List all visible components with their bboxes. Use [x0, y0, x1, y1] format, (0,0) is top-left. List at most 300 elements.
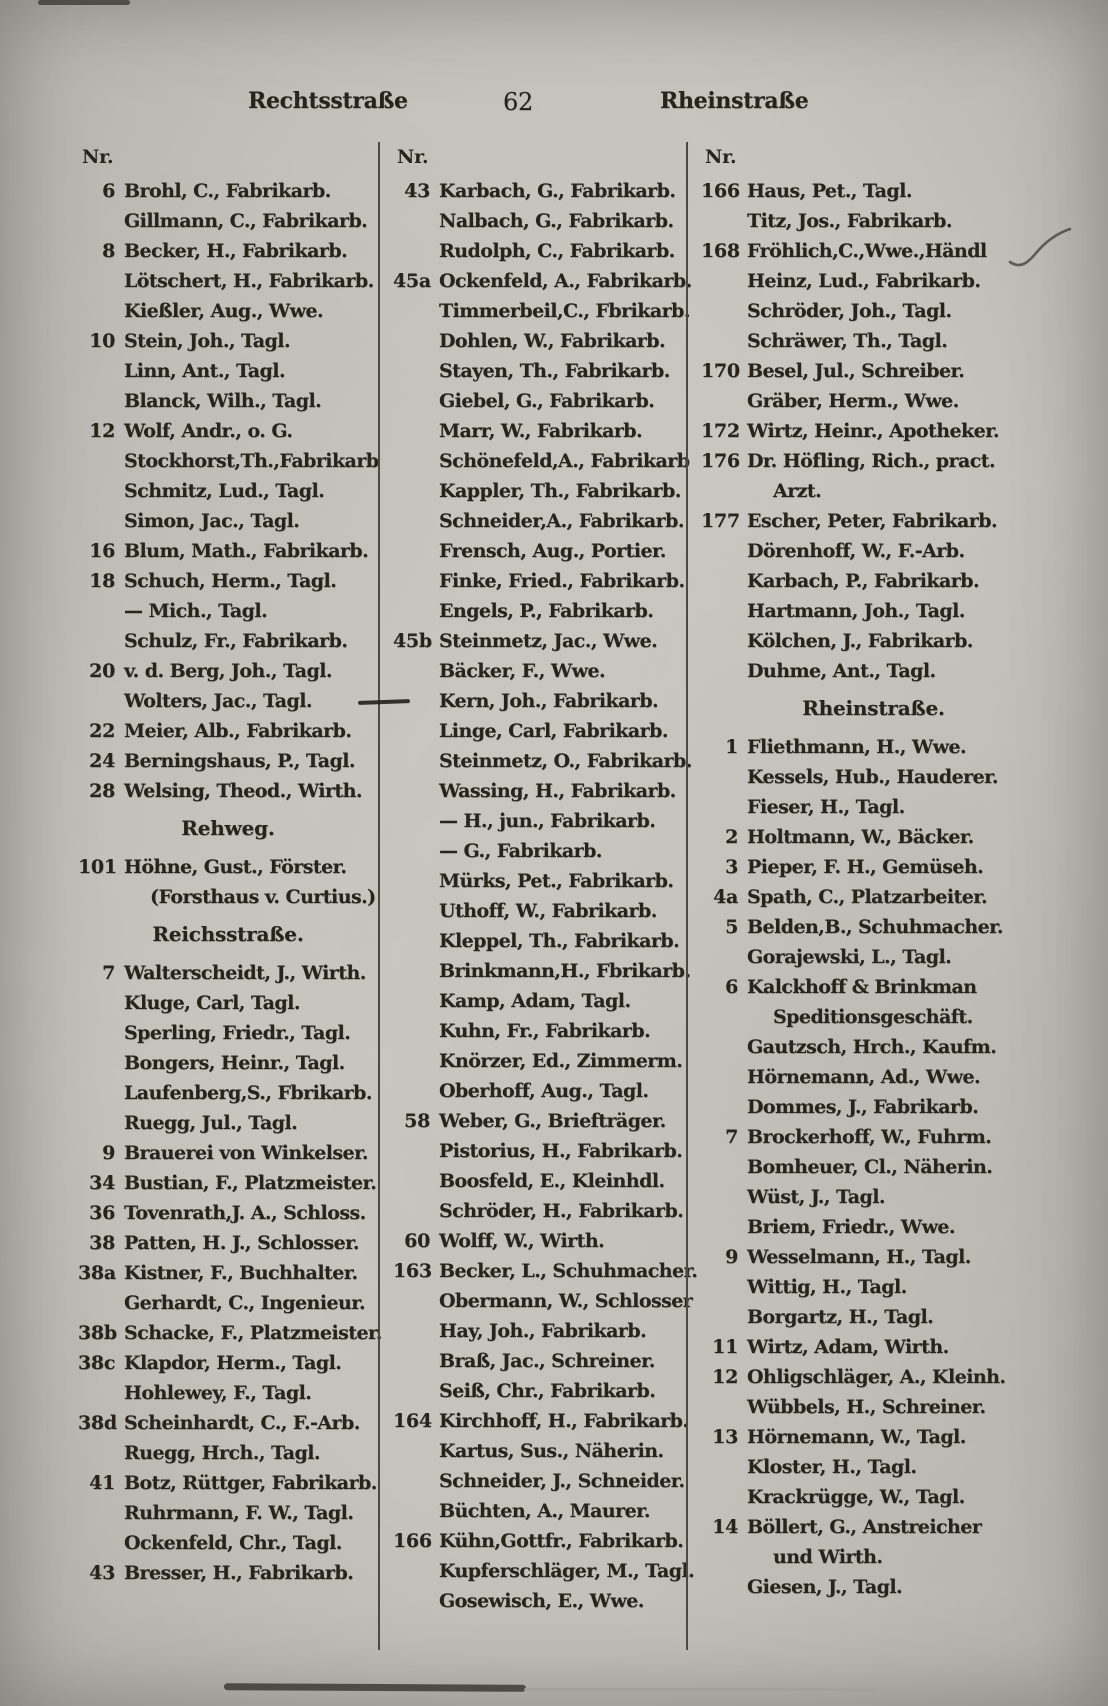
- entry-text: Simon, Jac., Tagl.: [124, 510, 300, 532]
- directory-entry: [701, 1122, 1046, 1152]
- directory-entry: [78, 882, 378, 912]
- entry-text: Kleppel, Th., Fabrikarb.: [439, 930, 680, 952]
- entry-text: Hartmann, Joh., Tagl.: [747, 600, 965, 622]
- directory-entry: [78, 566, 378, 596]
- house-number: [393, 1016, 439, 1046]
- entry-text: Engels, P., Fabrikarb.: [439, 600, 654, 622]
- house-number: [393, 806, 439, 836]
- house-number: 38c: [78, 1352, 116, 1374]
- directory-entry: [701, 1422, 1046, 1452]
- directory-entry: [701, 1572, 1046, 1602]
- directory-entry: [701, 1452, 1046, 1482]
- house-number: [701, 1002, 747, 1032]
- directory-entry: [78, 356, 378, 386]
- entry-text: Dr. Höfling, Rich., pract.: [747, 450, 996, 472]
- entry-text: Braß, Jac., Schreiner.: [439, 1350, 655, 1372]
- house-number: [78, 386, 124, 416]
- directory-entry: [393, 806, 686, 836]
- entry-text: Becker, H., Fabrikarb.: [124, 240, 348, 262]
- entry-text: Finke, Fried., Fabrikarb.: [439, 570, 685, 592]
- nr-column-label: Nr.: [705, 146, 737, 168]
- entry-text: Linn, Ant., Tagl.: [124, 360, 286, 382]
- entry-text: Giebel, G., Fabrikarb.: [439, 390, 655, 412]
- house-number: [393, 956, 439, 986]
- entry-text: Obermann, W., Schlosser: [439, 1290, 693, 1312]
- house-number: [701, 1212, 747, 1242]
- entry-text: Arzt.: [773, 480, 822, 502]
- street-section-heading: Rheinstraße.: [802, 696, 945, 720]
- house-number: 176: [701, 450, 740, 472]
- entry-text: Wassing, H., Fabrikarb.: [439, 780, 676, 802]
- entry-text: Schneider, J., Schneider.: [439, 1470, 685, 1492]
- house-number: [393, 386, 439, 416]
- directory-entry: [78, 1198, 378, 1228]
- entry-text: Welsing, Theod., Wirth.: [124, 780, 362, 802]
- entry-text: Escher, Peter, Fabrikarb.: [747, 510, 998, 532]
- directory-entry: [78, 206, 378, 236]
- entry-text: Brockerhoff, W., Fuhrm.: [747, 1126, 992, 1148]
- entry-text: Kalckhoff & Brinkman: [747, 976, 977, 998]
- house-number: [701, 266, 747, 296]
- house-number: [701, 206, 747, 236]
- entry-text: Kühn,Gottfr., Fabrikarb.: [439, 1530, 684, 1552]
- house-number: 10: [89, 330, 115, 352]
- entry-text: Schneider,A., Fabrikarb.: [439, 510, 684, 532]
- directory-entry: [393, 1376, 686, 1406]
- entry-text: Büchten, A., Maurer.: [439, 1500, 650, 1522]
- house-number: [393, 746, 439, 776]
- house-number: [78, 882, 124, 912]
- house-number: [78, 296, 124, 326]
- house-number: [701, 1302, 747, 1332]
- house-number: [701, 656, 747, 686]
- house-number: [701, 1092, 747, 1122]
- page-number: 62: [503, 88, 533, 116]
- house-number: 43: [89, 1562, 115, 1584]
- house-number: [393, 926, 439, 956]
- entry-text: Böllert, G., Anstreicher: [747, 1516, 982, 1538]
- house-number: 45a: [393, 270, 431, 292]
- directory-entry: [78, 476, 378, 506]
- entry-text: Bongers, Heinr., Tagl.: [124, 1052, 345, 1074]
- house-number: 13: [712, 1426, 738, 1448]
- house-number: [393, 1196, 439, 1226]
- entry-text: — H., jun., Fabrikarb.: [439, 810, 656, 832]
- entry-text: Klapdor, Herm., Tagl.: [124, 1352, 342, 1374]
- entry-text: Schmitz, Lud., Tagl.: [124, 480, 325, 502]
- entry-text: Fliethmann, H., Wwe.: [747, 736, 967, 758]
- entry-text: — Mich., Tagl.: [124, 600, 268, 622]
- directory-entry: [393, 326, 686, 356]
- entry-text: Duhme, Ant., Tagl.: [747, 660, 936, 682]
- house-number: [78, 446, 124, 476]
- entry-text: Bresser, H., Fabrikarb.: [124, 1562, 354, 1584]
- house-number: [701, 792, 747, 822]
- directory-entry: [701, 762, 1046, 792]
- entry-text: Dommes, J., Fabrikarb.: [747, 1096, 979, 1118]
- entry-text: Wirtz, Adam, Wirth.: [747, 1336, 949, 1358]
- directory-entry: [78, 1408, 378, 1438]
- house-number: [78, 266, 124, 296]
- house-number: [78, 686, 124, 716]
- directory-entry: [393, 536, 686, 566]
- directory-entry: [393, 476, 686, 506]
- house-number: [78, 1108, 124, 1138]
- entry-text: Schröder, Joh., Tagl.: [747, 300, 952, 322]
- directory-entry: [701, 882, 1046, 912]
- entry-text: Scheinhardt, C., F.-Arb.: [124, 1412, 360, 1434]
- directory-entry: [393, 866, 686, 896]
- entry-text: Karbach, G., Fabrikarb.: [439, 180, 676, 202]
- directory-entry: [393, 986, 686, 1016]
- directory-entry: [701, 536, 1046, 566]
- house-number: 6: [102, 180, 115, 202]
- entry-text: Hay, Joh., Fabrikarb.: [439, 1320, 647, 1342]
- entry-text: Wolters, Jac., Tagl.: [124, 690, 312, 712]
- entry-text: Tovenrath,J. A., Schloss.: [124, 1202, 366, 1224]
- directory-entry: [701, 1242, 1046, 1272]
- house-number: 38b: [78, 1322, 117, 1344]
- entry-text: Schuch, Herm., Tagl.: [124, 570, 337, 592]
- house-number: [393, 416, 439, 446]
- entry-text: Wittig, H., Tagl.: [747, 1276, 907, 1298]
- directory-entry: [78, 776, 378, 806]
- directory-entry: [78, 1108, 378, 1138]
- entry-text: Holtmann, W., Bäcker.: [747, 826, 974, 848]
- entry-text: Bustian, F., Platzmeister.: [124, 1172, 377, 1194]
- house-number: [701, 296, 747, 326]
- directory-entry: [393, 1286, 693, 1316]
- house-number: [701, 596, 747, 626]
- house-number: [78, 1018, 124, 1048]
- house-number: [78, 1048, 124, 1078]
- directory-entry: [78, 446, 378, 476]
- directory-entry: [393, 1076, 686, 1106]
- house-number: [393, 566, 439, 596]
- house-number: [393, 1136, 439, 1166]
- house-number: 177: [701, 510, 740, 532]
- house-number: 22: [89, 720, 115, 742]
- house-number: [393, 1436, 439, 1466]
- entry-text: Kloster, H., Tagl.: [747, 1456, 917, 1478]
- house-number: [393, 506, 439, 536]
- entry-text: Oberhoff, Aug., Tagl.: [439, 1080, 649, 1102]
- entry-text: Kuhn, Fr., Fabrikarb.: [439, 1020, 651, 1042]
- house-number: [78, 988, 124, 1018]
- house-number: [78, 206, 124, 236]
- directory-entry: [78, 596, 378, 626]
- directory-entry: [701, 1062, 1046, 1092]
- house-number: 16: [89, 540, 115, 562]
- house-number: [393, 1316, 439, 1346]
- house-number: 20: [89, 660, 115, 682]
- directory-column-1: [78, 142, 382, 1650]
- house-number: [393, 776, 439, 806]
- house-number: [393, 296, 439, 326]
- directory-entry: [701, 792, 1046, 822]
- directory-entry: [78, 746, 378, 776]
- directory-entry: [393, 1406, 689, 1436]
- scan-artifact-top: [38, 0, 130, 5]
- directory-entry: [78, 1078, 378, 1108]
- house-number: [393, 1496, 439, 1526]
- house-number: 172: [701, 420, 740, 442]
- house-number: [393, 1286, 439, 1316]
- directory-entry: [393, 1106, 686, 1136]
- entry-text: Sperling, Friedr., Tagl.: [124, 1022, 351, 1044]
- entry-text: Blanck, Wilh., Tagl.: [124, 390, 322, 412]
- house-number: [78, 1498, 124, 1528]
- entry-text: und Wirth.: [773, 1546, 883, 1568]
- directory-entry: [78, 1018, 378, 1048]
- entry-text: Kölchen, J., Fabrikarb.: [747, 630, 973, 652]
- house-number: [701, 1482, 747, 1512]
- directory-entry: [393, 356, 686, 386]
- entry-text: Wirtz, Heinr., Apotheker.: [747, 420, 999, 442]
- house-number: [701, 1182, 747, 1212]
- directory-entry: [393, 956, 691, 986]
- house-number: [393, 656, 439, 686]
- house-number: [393, 326, 439, 356]
- house-number: [78, 476, 124, 506]
- directory-entry: [78, 1288, 378, 1318]
- entry-text: Ruegg, Hrch., Tagl.: [124, 1442, 320, 1464]
- entry-text: Berningshaus, P., Tagl.: [124, 750, 355, 772]
- directory-entry: [393, 716, 686, 746]
- entry-text: Brohl, C., Fabrikarb.: [124, 180, 331, 202]
- house-number: [701, 1452, 747, 1482]
- entry-text: Weber, G., Briefträger.: [439, 1110, 666, 1132]
- house-number: [701, 942, 747, 972]
- directory-entry: [701, 972, 1046, 1002]
- entry-text: Gräber, Herm., Wwe.: [747, 390, 959, 412]
- directory-entry: [78, 626, 378, 656]
- house-number: 101: [78, 856, 117, 878]
- directory-entry: [701, 1002, 1046, 1032]
- directory-entry: [701, 1092, 1046, 1122]
- directory-entry: [393, 386, 686, 416]
- directory-entry: [78, 296, 378, 326]
- entry-text: Stockhorst,Th.,Fabrikarb: [124, 450, 379, 472]
- house-number: 7: [102, 962, 115, 984]
- entry-text: Marr, W., Fabrikarb.: [439, 420, 643, 442]
- house-number: [701, 1392, 747, 1422]
- directory-columns: [78, 142, 1046, 1650]
- directory-entry: [393, 1316, 686, 1346]
- house-number: [393, 866, 439, 896]
- directory-entry: [78, 1438, 378, 1468]
- house-number: [701, 626, 747, 656]
- directory-entry: [393, 1496, 686, 1526]
- entry-text: Hörnemann, W., Tagl.: [747, 1426, 966, 1448]
- house-number: [701, 1572, 747, 1602]
- entry-text: Ruegg, Jul., Tagl.: [124, 1112, 298, 1134]
- entry-text: Dörenhoff, W., F.-Arb.: [747, 540, 965, 562]
- entry-text: Schacke, F., Platzmeister.: [124, 1322, 382, 1344]
- entry-text: Ockenfeld, Chr., Tagl.: [124, 1532, 342, 1554]
- entry-text: Laufenberg,S., Fbrikarb.: [124, 1082, 372, 1104]
- directory-entry: [701, 506, 1046, 536]
- house-number: [701, 326, 747, 356]
- entry-text: Gautzsch, Hrch., Kaufm.: [747, 1036, 997, 1058]
- entry-text: Krackrügge, W., Tagl.: [747, 1486, 965, 1508]
- directory-entry: [701, 356, 1046, 386]
- directory-entry: [393, 1436, 686, 1466]
- directory-entry: [701, 1302, 1046, 1332]
- entry-text: Becker, L., Schuhmacher.: [439, 1260, 698, 1282]
- directory-entry: [701, 1152, 1046, 1182]
- entry-text: Wolf, Andr., o. G.: [124, 420, 293, 442]
- entry-text: Fieser, H., Tagl.: [747, 796, 905, 818]
- house-number: 164: [393, 1410, 432, 1432]
- entry-text: Knörzer, Ed., Zimmerm.: [439, 1050, 683, 1072]
- directory-entry: [701, 732, 1046, 762]
- house-number: [701, 762, 747, 792]
- directory-entry: [701, 1212, 1046, 1242]
- directory-entry: [701, 236, 1046, 266]
- house-number: 5: [725, 916, 738, 938]
- entry-text: Kartus, Sus., Näherin.: [439, 1440, 664, 1462]
- directory-entry: [78, 1048, 378, 1078]
- directory-entry: [393, 506, 686, 536]
- house-number: 166: [393, 1530, 432, 1552]
- entry-text: Brauerei von Winkelser.: [124, 1142, 368, 1164]
- entry-text: Boosfeld, E., Kleinhdl.: [439, 1170, 665, 1192]
- house-number: 8: [102, 240, 115, 262]
- directory-entry: [701, 206, 1046, 236]
- directory-entry: [701, 1032, 1046, 1062]
- entry-text: (Forsthaus v. Curtius.): [150, 886, 376, 908]
- entry-text: Blum, Math., Fabrikarb.: [124, 540, 369, 562]
- entry-text: Walterscheidt, J., Wirth.: [124, 962, 366, 984]
- house-number: [393, 1556, 439, 1586]
- entry-text: Giesen, J., Tagl.: [747, 1576, 903, 1598]
- house-number: [393, 596, 439, 626]
- entry-text: Ohligschläger, A., Kleinh.: [747, 1366, 1006, 1388]
- directory-entry: [78, 1468, 378, 1498]
- entry-text: Rudolph, C., Fabrikarb.: [439, 240, 675, 262]
- house-number: 168: [701, 240, 740, 262]
- directory-entry: [78, 1258, 378, 1288]
- directory-entry: [701, 942, 1046, 972]
- house-number: 24: [89, 750, 115, 772]
- house-number: [393, 1076, 439, 1106]
- house-number: 12: [712, 1366, 738, 1388]
- directory-entry: [701, 1482, 1046, 1512]
- directory-entry: [393, 1346, 686, 1376]
- directory-entry: [393, 446, 690, 476]
- entry-text: Linge, Carl, Fabrikarb.: [439, 720, 668, 742]
- directory-entry: [701, 296, 1046, 326]
- house-number: 7: [725, 1126, 738, 1148]
- house-number: 1: [725, 736, 738, 758]
- entry-text: Belden,B., Schuhmacher.: [747, 916, 1003, 938]
- directory-entry: [78, 656, 378, 686]
- entry-text: Gosewisch, E., Wwe.: [439, 1590, 644, 1612]
- entry-text: Wesselmann, H., Tagl.: [747, 1246, 971, 1268]
- entry-text: Kirchhoff, H., Fabrikarb.: [439, 1410, 689, 1432]
- house-number: 18: [89, 570, 115, 592]
- entry-text: Titz, Jos., Fabrikarb.: [747, 210, 952, 232]
- directory-entry: [393, 1136, 686, 1166]
- directory-entry: [78, 988, 378, 1018]
- directory-entry: [701, 1362, 1046, 1392]
- entry-text: Kern, Joh., Fabrikarb.: [439, 690, 659, 712]
- entry-text: Schulz, Fr., Fabrikarb.: [124, 630, 348, 652]
- house-number: [393, 206, 439, 236]
- entry-text: Kappler, Th., Fabrikarb.: [439, 480, 681, 502]
- directory-entry: [78, 686, 378, 716]
- entry-text: Pistorius, H., Fabrikarb.: [439, 1140, 683, 1162]
- directory-entry: [78, 1348, 378, 1378]
- house-number: [701, 1542, 747, 1572]
- directory-entry: [393, 746, 692, 776]
- directory-entry: [78, 1528, 378, 1558]
- house-number: 43: [404, 180, 430, 202]
- house-number: 2: [725, 826, 738, 848]
- directory-entry: [393, 1196, 686, 1226]
- entry-text: — G., Fabrikarb.: [439, 840, 602, 862]
- house-number: [393, 1586, 439, 1616]
- house-number: 38a: [78, 1262, 116, 1284]
- house-number: [393, 1466, 439, 1496]
- entry-text: Wübbels, H., Schreiner.: [747, 1396, 986, 1418]
- house-number: [393, 476, 439, 506]
- directory-entry: [78, 1378, 378, 1408]
- entry-text: Briem, Friedr., Wwe.: [747, 1216, 955, 1238]
- house-number: 38d: [78, 1412, 117, 1434]
- entry-text: Timmerbeil,C., Fbrikarb.: [439, 300, 690, 322]
- house-number: [701, 476, 747, 506]
- directory-entry: [78, 1498, 378, 1528]
- entry-text: Meier, Alb., Fabrikarb.: [124, 720, 352, 742]
- directory-entry: [701, 476, 1046, 506]
- entry-text: Hörnemann, Ad., Wwe.: [747, 1066, 981, 1088]
- house-number: [393, 356, 439, 386]
- directory-entry: [701, 822, 1046, 852]
- entry-text: Kupferschläger, M., Tagl.: [439, 1560, 695, 1582]
- entry-text: Dohlen, W., Fabrikarb.: [439, 330, 666, 352]
- directory-entry: [393, 1556, 695, 1586]
- house-number: 41: [89, 1472, 115, 1494]
- house-number: [393, 896, 439, 926]
- directory-entry: [78, 1318, 382, 1348]
- entry-text: Spath, C., Platzarbeiter.: [747, 886, 988, 908]
- directory-entry: [393, 926, 686, 956]
- entry-text: Uthoff, W., Fabrikarb.: [439, 900, 657, 922]
- entry-text: Wüst, J., Tagl.: [747, 1186, 885, 1208]
- house-number: 60: [404, 1230, 430, 1252]
- directory-entry: [393, 266, 692, 296]
- entry-text: Schönefeld,A., Fabrikarb: [439, 450, 690, 472]
- directory-entry: [78, 536, 378, 566]
- house-number: 45b: [393, 630, 432, 652]
- house-number: [393, 1046, 439, 1076]
- entry-text: Schräwer, Th., Tagl.: [747, 330, 948, 352]
- directory-entry: [701, 626, 1046, 656]
- house-number: 28: [89, 780, 115, 802]
- directory-entry: [393, 1526, 686, 1556]
- entry-text: Lötschert, H., Fabrikarb.: [124, 270, 374, 292]
- entry-text: Steinmetz, O., Fabrikarb.: [439, 750, 692, 772]
- directory-entry: [78, 386, 378, 416]
- directory-entry: [78, 958, 378, 988]
- directory-entry: [701, 1272, 1046, 1302]
- entry-text: Mürks, Pet., Fabrikarb.: [439, 870, 674, 892]
- directory-entry: [701, 176, 1046, 206]
- entry-text: Stayen, Th., Fabrikarb.: [439, 360, 670, 382]
- header-street-left: Rechtsstraße: [248, 88, 408, 114]
